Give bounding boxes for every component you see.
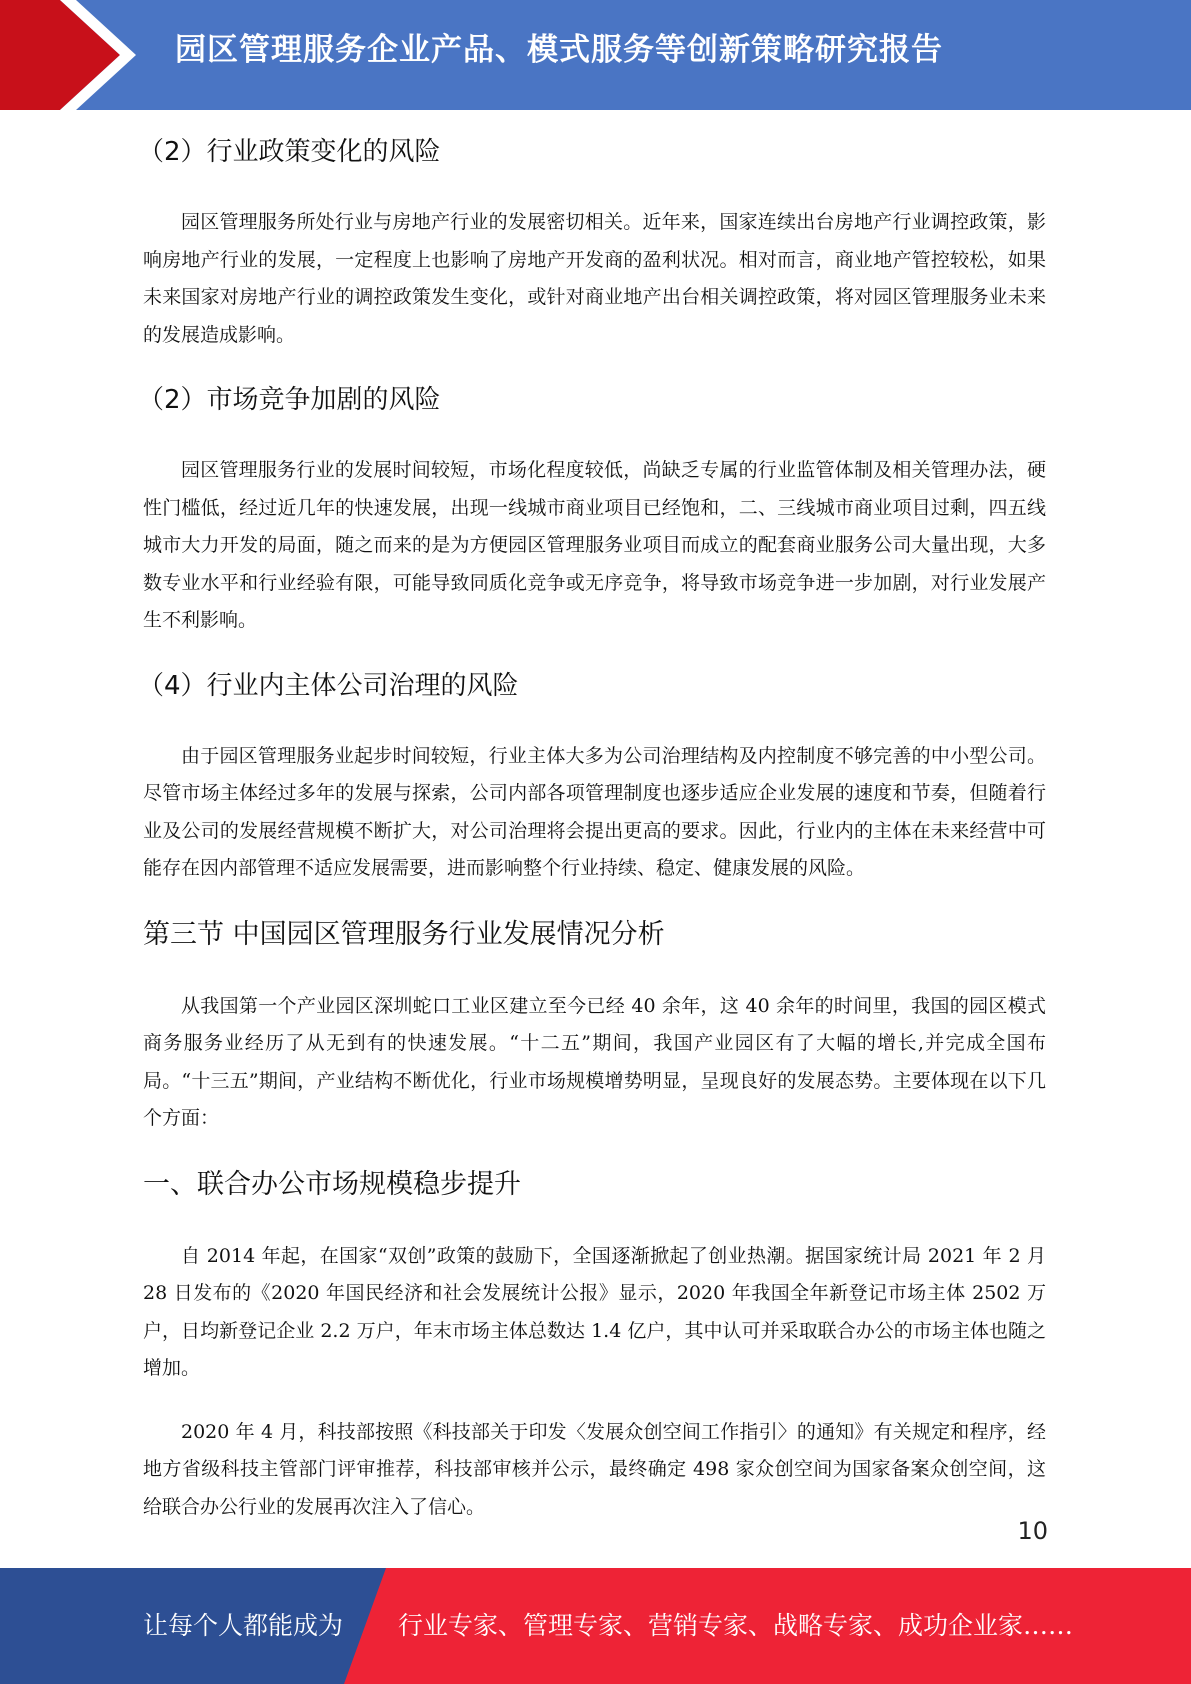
footer-slogan-left: 让每个人都能成为 — [143, 1611, 344, 1640]
subsection-heading-governance-risk: （4）行业内主体公司治理的风险 — [138, 670, 519, 701]
footer-slogan-right: 行业专家、管理专家、营销专家、战略专家、成功企业家…… — [398, 1611, 1074, 1640]
paragraph: 从我国第一个产业园区深圳蛇口工业区建立至今已经 40 余年，这 40 余年的时间里，我国的园区模式商务服务业经历了从无到有的快速发展。“十二五”期间，我国产业园区有了大幅的增长,并完成全国布局。“十三五”期间，产业结构不断优化，行业市场规模增势明显，呈现良好的发展态势。主要体现在以下几个方面： — [143, 994, 1046, 1129]
page-header — [0, 0, 1191, 110]
subsection-heading-policy-risk: （2）行业政策变化的风险 — [138, 137, 441, 167]
section-heading-coworking-market: 一、联合办公市场规模稳步提升 — [143, 1168, 521, 1200]
paragraph: 自 2014 年起，在国家“双创”政策的鼓励下，全国逐渐掀起了创业热潮。据国家统计局 2021 年 2 月 28 日发布的《2020 年国民经济和社会发展统计公报》显示，2020 年我国全年新登记市场主体 2502 万户，日均新登记企业 2.2 万户，年末市场主体总数达 1.4 亿户，其中认可并采取联合办公的市场主体也随之增加。 — [143, 1244, 1046, 1379]
paragraph: 2020 年 4 月，科技部按照《科技部关于印发〈发展众创空间工作指引〉的通知》有关规定和程序，经地方省级科技主管部门评审推荐，科技部审核并公示，最终确定 498 家众创空间为国家备案众创空间，这给联合办公行业的发展再次注入了信心。 — [143, 1420, 1046, 1518]
paragraph: 园区管理服务所处行业与房地产行业的发展密切相关。近年来，国家连续出台房地产行业调控政策，影响房地产行业的发展，一定程度上也影响了房地产开发商的盈利状况。相对而言，商业地产管控较松，如果未来国家对房地产行业的调控政策发生变化，或针对商业地产出台相关调控政策，将对园区管理服务业未来的发展造成影响。 — [143, 211, 1046, 346]
header-chevron-decoration — [0, 0, 150, 110]
paragraph: 由于园区管理服务业起步时间较短，行业主体大多为公司治理结构及内控制度不够完善的中小型公司。尽管市场主体经过多年的发展与探索，公司内部各项管理制度也逐步适应企业发展的速度和节奏，但随着行业及公司的发展经营规模不断扩大，对公司治理将会提出更高的要求。因此，行业内的主体在未来经营中可能存在因内部管理不适应发展需要，进而影响整个行业持续、稳定、健康发展的风险。 — [143, 744, 1046, 879]
paragraph: 园区管理服务行业的发展时间较短，市场化程度较低，尚缺乏专属的行业监管体制及相关管理办法，硬性门槛低，经过近几年的快速发展，出现一线城市商业项目已经饱和，二、三线城市商业项目过剩，四五线城市大力开发的局面，随之而来的是为方便园区管理服务业项目而成立的配套商业服务公司大量出现，大多数专业水平和行业经验有限，可能导致同质化竞争或无序竞争，将导致市场竞争进一步加剧，对行业发展产生不利影响。 — [143, 459, 1046, 631]
subsection-heading-competition-risk: （2）市场竞争加剧的风险 — [138, 385, 441, 415]
page-number: 10 — [1017, 1517, 1048, 1545]
document-body — [138, 118, 1046, 1552]
page-footer — [0, 1568, 1191, 1684]
section-heading-third: 第三节 中国园区管理服务行业发展情况分析 — [143, 918, 665, 950]
report-title: 园区管理服务企业产品、模式服务等创新策略研究报告 — [175, 32, 943, 68]
